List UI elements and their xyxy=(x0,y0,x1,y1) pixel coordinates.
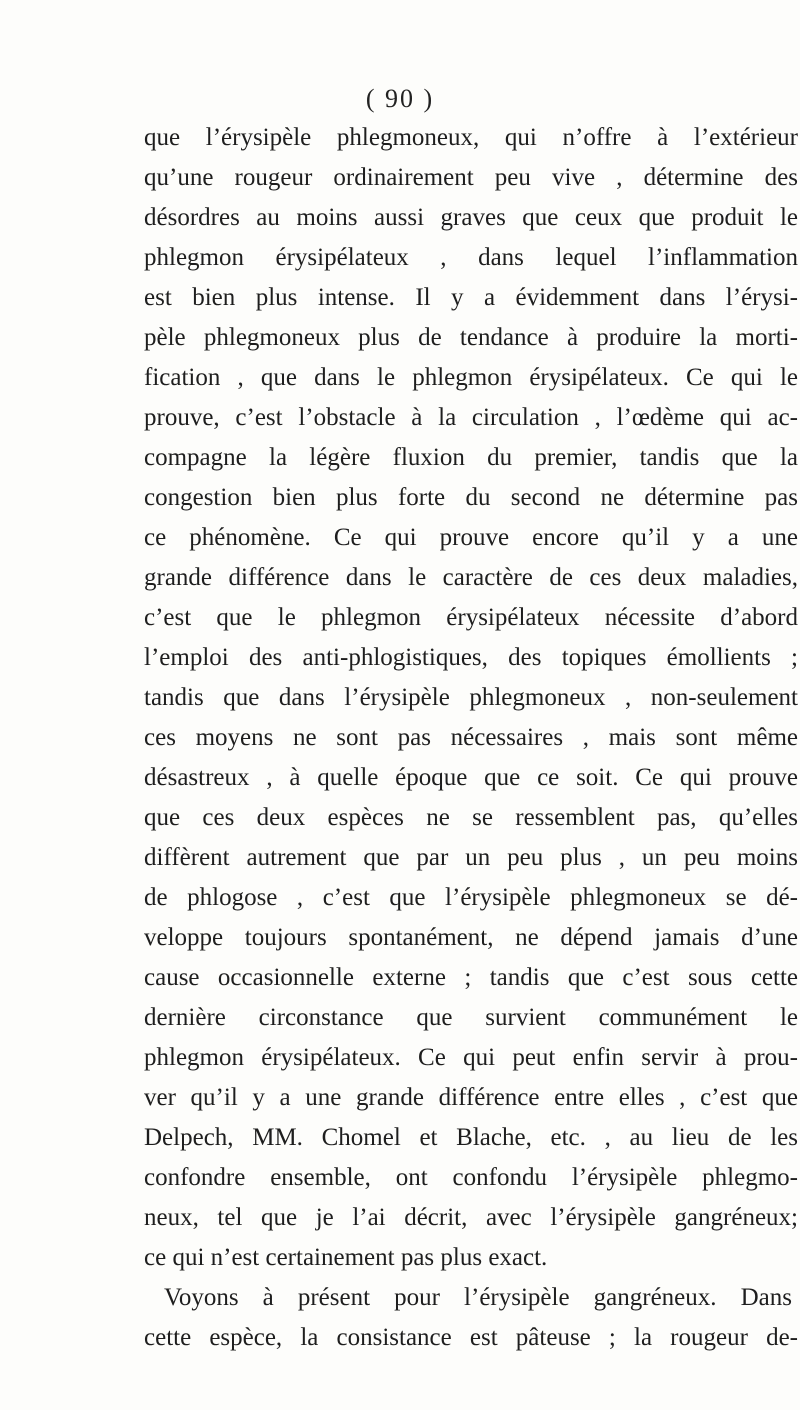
text-line: que l’érysipèle phlegmoneux, qui n’offre à l’extérieur xyxy=(144,124,798,151)
text-line: c’est que le phlegmon érysipélateux nécessite d’abord xyxy=(144,604,798,631)
text-line: dernière circonstance que survient communément le xyxy=(144,1004,798,1031)
text-line: désastreux , à quelle époque que ce soit. Ce qui prouve xyxy=(144,764,798,791)
text-line: phlegmon érysipélateux. Ce qui peut enfin servir à prou- xyxy=(144,1044,798,1071)
text-line: l’emploi des anti-phlogistiques, des topiques émollients ; xyxy=(144,644,798,671)
text-line: ver qu’il y a une grande différence entre elles , c’est que xyxy=(144,1084,798,1111)
text-line: veloppe toujours spontanément, ne dépend jamais d’une xyxy=(144,924,798,951)
text-line: cette espèce, la consistance est pâteuse ; la rougeur de- xyxy=(144,1324,798,1351)
text-line: cause occasionnelle externe ; tandis que c’est sous cette xyxy=(144,964,798,991)
text-line: congestion bien plus forte du second ne détermine pas xyxy=(144,484,798,511)
text-line: désordres au moins aussi graves que ceux que produit le xyxy=(144,204,798,231)
text-line: diffèrent autrement que par un peu plus , un peu moins xyxy=(144,844,798,871)
text-line: neux, tel que je l’ai décrit, avec l’érysipèle gangréneux; xyxy=(144,1204,798,1231)
text-line: Voyons à présent pour l’érysipèle gangréneux. Dans xyxy=(164,1284,792,1311)
text-line: confondre ensemble, ont confondu l’érysipèle phlegmo- xyxy=(144,1164,798,1191)
text-line: Delpech, MM. Chomel et Blache, etc. , au lieu de les xyxy=(144,1124,798,1151)
text-line: prouve, c’est l’obstacle à la circulation , l’œdème qui ac- xyxy=(144,404,798,431)
text-line: ce phénomène. Ce qui prouve encore qu’il y a une xyxy=(144,524,798,551)
text-line: tandis que dans l’érysipèle phlegmoneux , non-seulement xyxy=(144,684,798,711)
text-line: fication , que dans le phlegmon érysipélateux. Ce qui le xyxy=(144,364,798,391)
text-line: ces moyens ne sont pas nécessaires , mais sont même xyxy=(144,724,798,751)
text-line: que ces deux espèces ne se ressemblent pas, qu’elles xyxy=(144,804,798,831)
text-line: de phlogose , c’est que l’érysipèle phlegmoneux se dé- xyxy=(144,884,798,911)
text-line: ce qui n’est certainement pas plus exact. xyxy=(144,1244,548,1271)
text-line: grande différence dans le caractère de ces deux maladies, xyxy=(144,564,798,591)
text-line: phlegmon érysipélateux , dans lequel l’inflammation xyxy=(144,244,798,271)
page-number: ( 90 ) xyxy=(365,84,435,113)
text-line: qu’une rougeur ordinairement peu vive , détermine des xyxy=(144,164,798,191)
text-line: compagne la légère fluxion du premier, tandis que la xyxy=(144,444,798,471)
text-line: est bien plus intense. Il y a évidemment dans l’érysi- xyxy=(144,284,798,311)
text-line: pèle phlegmoneux plus de tendance à produire la morti- xyxy=(144,324,798,351)
